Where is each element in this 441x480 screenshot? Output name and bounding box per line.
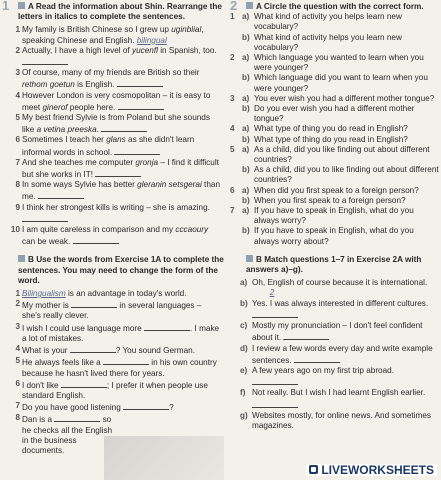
option-a[interactable]: a) What type of thing you do read in English? [242,124,408,134]
answer-field[interactable] [70,344,116,353]
answer-g: g) Websites mostly, for online news. And sometimes magazines. [240,410,431,430]
item-1a-8: 8 In some ways Sylvie has better gleranin setsgerai than me. [15,180,220,202]
option-b[interactable]: b) When you first speak to a foreign person? [242,195,406,205]
answer-f: f) Not really. But I wish I had learnt English earlier. [228,388,440,410]
item-1a-10: 10 I am quite careless in comparison and my cccaoury can be weak. [10,225,209,247]
exercise-2a-heading: 2 A Circle the question with the correct form. [230,0,424,13]
question-3: 3 a) You ever wish you had a different mother tongue? b) Do you ever wish you had a different mother tongue? [228,94,440,125]
answer-field[interactable] [54,413,100,422]
exercise-1a-items [0,25,224,247]
option-a[interactable]: a) You ever wish you had a different mother tongue? [242,93,435,103]
exercise-2b-items [228,278,440,431]
answer-field[interactable]: Bilingualism [22,289,66,299]
option-b[interactable]: b) If you have to speak in English, what do you always worry about? [242,226,414,246]
answer-field[interactable] [103,356,149,365]
answer-b: b) Yes. I was always interested in different cultures. [228,299,440,321]
item-1a-7: 7 And she teaches me computer gronja – I find it difficult but she works in IT! [15,157,219,180]
item-1a-9: 9 I think her strongest kills is writing – she is amazing. [0,203,224,225]
answer-field[interactable] [101,123,147,132]
option-b[interactable]: b) Which language did you want to learn when you were younger? [242,73,428,93]
answer-field[interactable] [22,213,68,222]
option-b[interactable]: b) What type of thing do you read in English? [242,134,408,144]
question-4: 4 a) What type of thing you do read in English? b) What type of thing do you read in English? [228,124,440,144]
option-a[interactable]: a) As a child, did you like finding out about different countries? [242,144,430,165]
item-1a-6: 6 Sometimes I teach her glans as she didn't learn informal words in school. [15,135,195,157]
answer-field[interactable] [123,401,169,410]
answer-a: a) Oh, English of course because it is international. 2 [240,278,428,298]
option-a[interactable]: a) If you have to speak in English, what do you always worry? [242,206,414,226]
exercise-1b-items [0,289,224,456]
item-1b-3: 3 I wish I could use language more . I make a lot of mistakes. [15,321,220,343]
item-1a-5: 5 My best friend Sylvie is from Poland but she sounds like a vetina preeska. [15,113,210,135]
exercise-1 [0,0,224,456]
item-1a-2: 2 Actually, I have a high level of yucenfl in Spanish, too. [0,46,224,68]
question-6: 6 a) When did you first speak to a foreign person? b) When you first speak to a foreign person? [228,186,440,206]
answer-field[interactable] [38,190,84,199]
option-b[interactable]: b) What kind of activity helps you learn new vocabulary? [242,32,402,52]
exercise-2a-items [228,12,440,247]
answer-field[interactable] [61,379,107,388]
item-1a-3: 3 Of course, many of my friends are British so their rethom goetun is English. [15,68,200,90]
exercise-1b-heading: B Use the words from Exercise 1A to complete the sentences. You may need to change the form of the word. [18,255,224,285]
answer-field[interactable] [71,299,117,308]
option-b[interactable]: b) Do you ever wish you had a different mother tongue? [242,104,415,124]
answer-field[interactable] [252,376,298,385]
answer-field[interactable] [118,101,164,110]
option-b[interactable]: b) As a child, did you to like finding out about different countries? [242,165,439,185]
question-7: 7 a) If you have to speak in English, what do you always worry? b) If you have to speak in English, what do you always worry about? [228,206,440,247]
item-1a-4: 4 However London is very cosmopolitan – it is easy to meet ginerof people here. [15,90,211,112]
exercise-2 [228,0,440,431]
exercise-2b-heading: B Match questions 1–7 in Exercise 2A with answers a)–g). [246,254,422,275]
question-2: 2 a) Which language you wanted to learn when you were younger? b) Which language did you want to learn when you were younger? [228,53,440,94]
answer-field[interactable] [294,354,340,363]
exercise-1a-heading: 1 A Read the information about Shin. Rearrange the letters in italics to complete the sentences. [2,0,222,22]
item-1b-2: 2 My mother is in several languages – she's really clever. [15,299,202,321]
item-1b-5: 5 He always feels like a in his own country because he hasn't lived there for years. [15,356,217,378]
answer-field[interactable] [22,56,68,65]
answer-field[interactable] [252,399,298,408]
option-a[interactable]: a) When did you first speak to a foreign person? [242,185,419,195]
exercise-number: 2 [230,0,238,13]
answer-field[interactable] [144,322,190,331]
item-1b-8: 8 Dan is a so he checks all the English in the business documents. [15,413,113,455]
item-1b-1: 1 Bilingualism is an advantage in today's world. [15,289,187,299]
item-1b-7: 7 Do you have good listening ? [15,401,174,413]
item-1a-1: 1 My family is British Chinese so I grew up uginblial, speaking Chinese and English. bilingual [15,25,204,45]
liveworksheets-logo-icon [309,465,318,474]
answer-field[interactable] [283,331,329,340]
answer-field[interactable]: 2 [269,288,275,298]
answer-field[interactable] [95,168,141,177]
answer-field[interactable] [117,78,163,87]
option-a[interactable]: a) What kind of activity you helps learn new vocabulary? [242,12,402,32]
answer-e: e) A few years ago on my first trip abroad. [228,366,440,388]
answer-c: c) Mostly my pronunciation – I don't feel confident about it. [240,321,423,343]
answer-d: d) I review a few words every day and write example sentences. [240,343,433,365]
exercise-number: 1 [2,0,10,13]
liveworksheets-watermark: LIVEWORKSHEETS [306,464,437,476]
question-5: 5 a) As a child, did you like finding out about different countries? b) As a child, did you to like finding out about different countries? [230,144,439,185]
option-a[interactable]: a) Which language you wanted to learn when you were younger? [242,53,424,73]
item-1b-4: 4 What is your ? You sound German. [15,344,195,356]
answer-field[interactable]: bilingual [136,35,167,45]
answer-field[interactable] [73,235,119,244]
answer-field[interactable] [114,146,160,155]
question-1: 1 a) What kind of activity you helps learn new vocabulary? b) What kind of activity helps you learn new vocabulary? [228,12,440,53]
item-1b-6: 6 I don't like ; I prefer it when people use standard English. [15,378,208,400]
answer-field[interactable] [252,309,298,318]
